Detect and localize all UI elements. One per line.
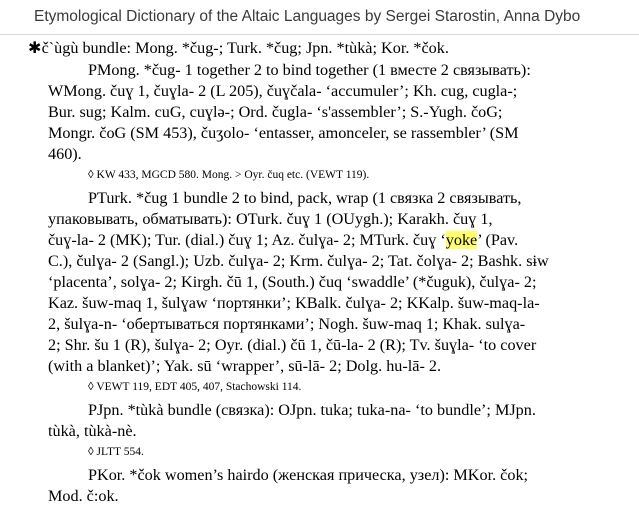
line-text-tail: ’ (Pav. xyxy=(477,231,519,249)
entry-text-line xyxy=(48,123,519,144)
entry-text-line xyxy=(28,38,449,59)
entry-text-line xyxy=(88,400,536,421)
line-text: Kaz. šuw-maq 1, šulɣaw ‘портянки’; KBalk. čulɣa- 2; KKalp. šuw-maq-la- xyxy=(48,294,540,312)
line-text: PJpn. *tùkà bundle (связка): OJpn. tuka; tuka-na- ‘to bundle’; MJpn. xyxy=(88,401,536,419)
page-title: Etymological Dictionary of the Altaic Languages by Sergei Starostin, Anna Dybo xyxy=(34,8,581,25)
line-text: tùkà, tùkà-nè. xyxy=(48,422,137,440)
entry-text-line xyxy=(48,356,441,377)
entry-text-line xyxy=(88,465,528,486)
entry-text-line xyxy=(48,102,502,123)
entry-text-line xyxy=(48,230,518,251)
entry-text-line xyxy=(48,335,536,356)
entry-text-line xyxy=(48,293,540,314)
line-text: PTurk. *čug 1 bundle 2 to bind, pack, wrap (1 связка 2 связывать, xyxy=(88,189,522,207)
entry-text-line xyxy=(48,272,536,293)
entry-text-line xyxy=(88,60,531,81)
line-text: WMong. čuɣ 1, čuɣla- 2 (L 205), čuɣčala- ‘accumuler’; Kh. cug, cugla-; xyxy=(48,82,518,100)
highlighted-word[interactable]: yoke xyxy=(445,231,478,249)
line-text: ◊ JLTT 554. xyxy=(88,446,144,458)
entry-text-line xyxy=(48,486,119,507)
line-text: Bur. sug; Kalm. cuG, cuɣlə-; Ord. čugla- ‘s'assembler’; S.-Yugh. čoG; xyxy=(48,103,503,121)
entry-text-line xyxy=(48,314,525,335)
entry-text-line xyxy=(48,251,549,272)
line-text: PKor. *čok women’s hairdo (женская прическа, узел): MKor. čok; xyxy=(88,466,529,484)
entry-text-line xyxy=(48,421,137,442)
reference-line xyxy=(88,168,369,182)
line-text: PMong. *čug- 1 together 2 to bind together (1 вместе 2 связывать): xyxy=(88,61,531,79)
entry-text-line xyxy=(48,209,493,230)
entry-text-line xyxy=(88,188,521,209)
line-text: C.), čulɣa- 2 (Sangl.); Uzb. čulɣa- 2; Krm. čulɣa- 2; Tat. čolɣa- 2; Bashk. sɨw xyxy=(48,252,549,270)
line-text: Mongr. čoG (SM 453), čuʒolo- ‘entasser, amonceler, se rassembler’ (SM xyxy=(48,124,519,142)
window-header xyxy=(0,0,639,35)
line-text: Mod. č:ok. xyxy=(48,487,119,505)
line-text: ‘placenta’, solɣa- 2; Kirgh. čū 1, (South.) čuq ‘swaddle’ (*čuguk), čulɣa- 2; xyxy=(48,273,537,291)
entry-text-line xyxy=(48,144,82,165)
line-text: упаковывать, обматывать): OTurk. čuɣ 1 (OUygh.); Karakh. čuɣ 1, xyxy=(48,210,493,228)
reference-line xyxy=(88,380,301,394)
line-text: ◊ VEWT 119, EDT 405, 407, Stachowski 114. xyxy=(88,381,302,393)
line-text: 2; Shr. šu 1 (R), šulɣa- 2; Oyr. (dial.) čū 1, čū-la- 2 (R); Tv. šuɣla- ‘to cover xyxy=(48,336,537,354)
line-text: ✱č`ùgù bundle: Mong. *čug-; Turk. *čug; Jpn. *tùkà; Kor. *čok. xyxy=(28,39,449,57)
line-text: ◊ KW 433, MGCD 580. Mong. > Oyr. čuq etc. (VEWT 119). xyxy=(88,169,370,181)
line-text: 460). xyxy=(48,145,82,163)
line-text: 2, šulɣa-n- ‘обертываться портянками’; Nogh. šuw-maq 1; Khak. sulɣa- xyxy=(48,315,526,333)
reference-line xyxy=(88,445,144,459)
line-text: (with a blanket)’; Yak. sū ‘wrapper’, sū-lā- 2; Dolg. hu-lā- 2. xyxy=(48,357,442,375)
line-text: čuɣ-la- 2 (MK); Tur. (dial.) čuɣ 1; Az. čulɣa- 2; MTurk. čuɣ ‘ xyxy=(48,231,446,249)
entry-text-line xyxy=(48,81,517,102)
